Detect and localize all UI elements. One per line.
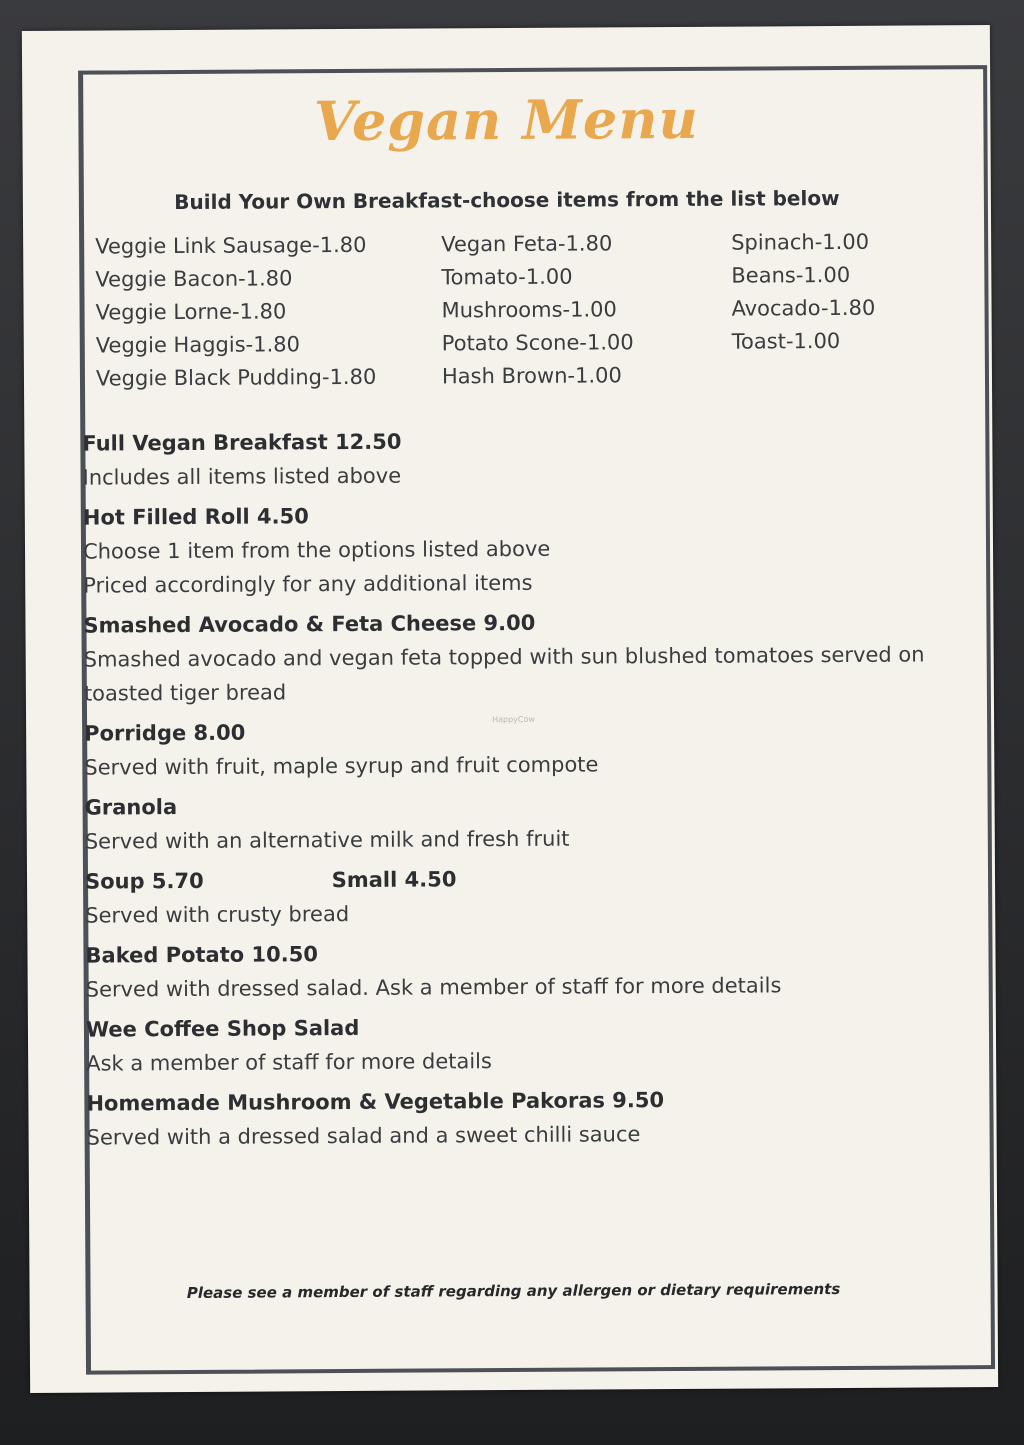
menu-entry-salad xyxy=(86,1007,966,1080)
option-item: Toast-1.00 xyxy=(731,328,841,354)
option-item: Avocado-1.80 xyxy=(731,295,876,321)
option-item: Veggie Haggis-1.80 xyxy=(95,332,301,358)
item-name: Granola xyxy=(84,795,178,820)
option-item: Tomato-1.00 xyxy=(441,264,573,290)
menu-entry-avocado xyxy=(83,603,964,710)
item-description: Choose 1 item from the options listed above xyxy=(82,536,551,564)
item-description: Served with dressed salad. Ask a member of staff for more details xyxy=(85,973,782,1002)
menu-entry-baked-potato xyxy=(85,933,965,1006)
item-description: Ask a member of staff for more details xyxy=(86,1049,493,1076)
option-item: Potato Scone-1.00 xyxy=(441,330,634,356)
item-name: Smashed Avocado & Feta Cheese 9.00 xyxy=(83,610,536,638)
item-description: Includes all items listed above xyxy=(82,463,402,490)
menu-sheet xyxy=(22,25,998,1393)
item-description: Served with fruit, maple syrup and fruit compote xyxy=(84,752,599,780)
item-name: Full Vegan Breakfast 12.50 xyxy=(82,429,402,456)
options-column-2 xyxy=(441,227,634,393)
item-description: Priced accordingly for any additional items xyxy=(83,570,533,598)
option-item: Beans-1.00 xyxy=(731,262,851,288)
item-description: Served with a dressed salad and a sweet chilli sauce xyxy=(86,1122,641,1150)
option-item: Veggie Link Sausage-1.80 xyxy=(95,232,367,259)
menu-title: Vegan Menu xyxy=(313,86,699,154)
watermark: HappyCow xyxy=(492,714,535,725)
options-column-1 xyxy=(95,229,376,396)
item-description: Served with crusty bread xyxy=(85,901,350,928)
item-name: Baked Potato 10.50 xyxy=(85,942,318,968)
item-name: Hot Filled Roll 4.50 xyxy=(82,504,309,530)
item-name: Porridge 8.00 xyxy=(84,720,246,746)
options-column-3 xyxy=(731,226,876,359)
option-item: Veggie Black Pudding-1.80 xyxy=(95,364,377,391)
item-name: Soup 5.70 xyxy=(84,868,204,894)
allergen-notice: Please see a member of staff regarding any allergen or dietary requirements xyxy=(186,1279,841,1302)
item-name: Wee Coffee Shop Salad xyxy=(85,1015,360,1042)
option-item: Spinach-1.00 xyxy=(731,229,870,255)
option-item: Hash Brown-1.00 xyxy=(441,363,622,389)
menu-items xyxy=(82,421,966,1160)
item-description: Smashed avocado and vegan feta topped with sun blushed tomatoes served on xyxy=(83,642,925,672)
menu-entry-granola xyxy=(84,785,964,858)
menu-entry-full-breakfast xyxy=(82,421,962,494)
menu-entry-pakoras xyxy=(86,1081,966,1154)
option-item: Vegan Feta-1.80 xyxy=(441,231,613,257)
menu-entry-hot-roll xyxy=(83,495,964,602)
soup-price-row xyxy=(85,859,965,898)
item-description: toasted tiger bread xyxy=(83,680,287,706)
menu-entry-soup xyxy=(85,859,965,932)
menu-subtitle: Build Your Own Breakfast-choose items from the list below xyxy=(174,185,840,215)
option-item: Mushrooms-1.00 xyxy=(441,297,617,323)
option-item: Veggie Bacon-1.80 xyxy=(95,266,293,292)
item-small-price: Small 4.50 xyxy=(331,867,457,893)
item-description: Served with an alternative milk and fresh fruit xyxy=(84,826,570,854)
option-item: Veggie Lorne-1.80 xyxy=(95,299,287,325)
item-name: Homemade Mushroom & Vegetable Pakoras 9.50 xyxy=(86,1088,665,1116)
